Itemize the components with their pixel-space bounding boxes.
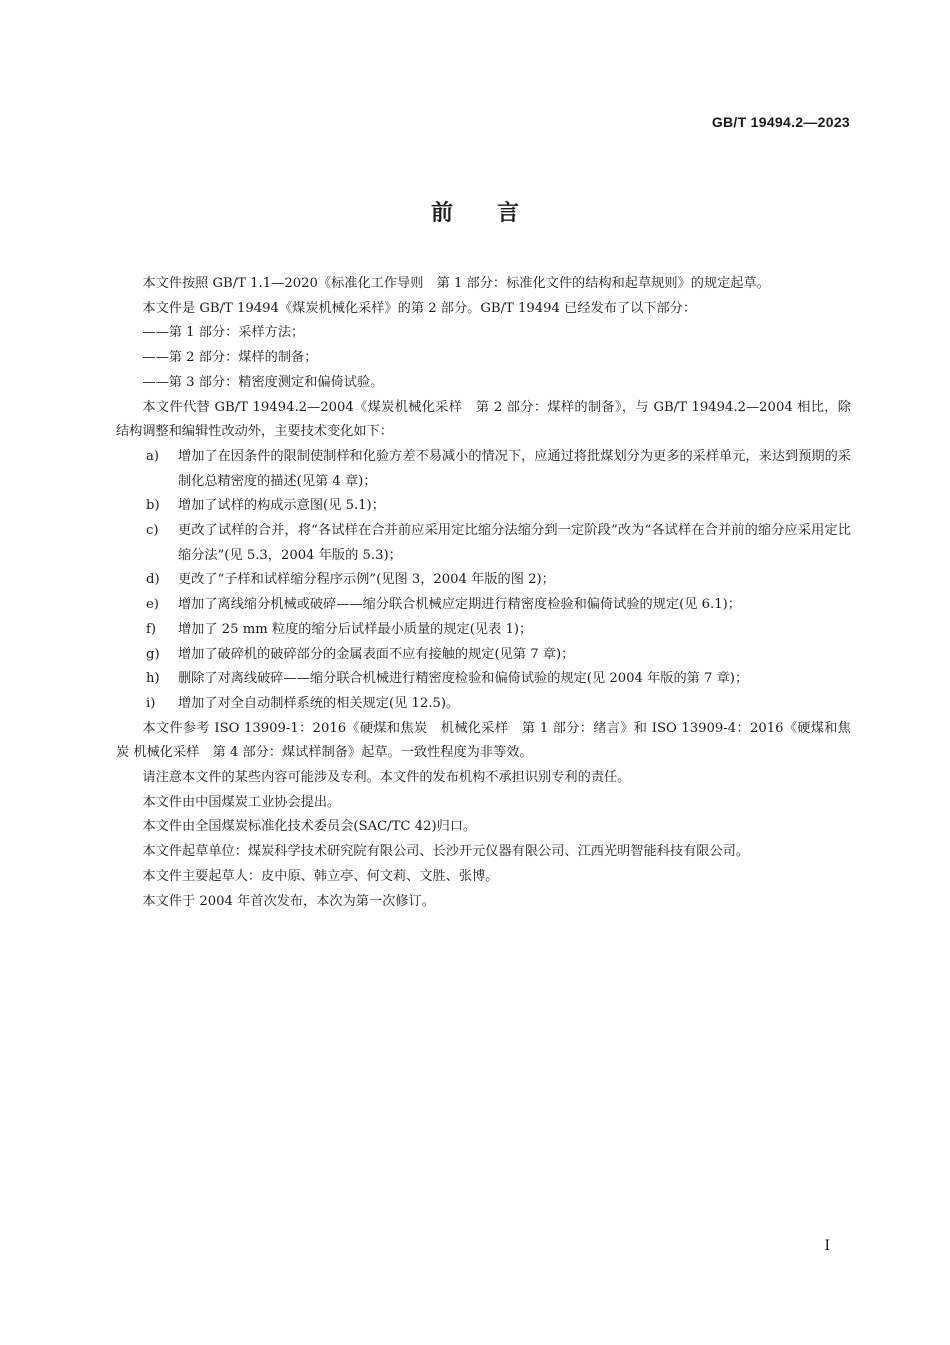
paragraph-drafting-rules: 本文件按照 GB/T 1.1—2020《标准化工作导则 第 1 部分：标准化文件的结构和起草规则》的规定起草。: [142, 276, 770, 291]
list-item-part-1: ——第 1 部分：采样方法；: [142, 325, 305, 341]
change-text: 更改了“子样和试样缩分程序示例”(见图 3，2004 年版的图 2)；: [178, 572, 555, 588]
change-text: 增加了破碎机的破碎部分的金属表面不应有接触的规定(见第 7 章)；: [178, 646, 575, 662]
change-item-h: [116, 667, 851, 692]
change-item-b: [116, 494, 851, 519]
page-number: I: [824, 1238, 830, 1254]
change-label: i): [146, 695, 156, 711]
change-text: 更改了试样的合并，将“各试样在合并前应采用定比缩分法缩分到一定阶段”改为“各试样在合并前的缩分应采用定比缩分法”(见 5.3，2004 年版的 5.3)；: [178, 523, 851, 563]
change-item-f: [116, 618, 851, 643]
change-label: g): [146, 646, 160, 662]
list-item-part-3: ——第 3 部分：精密度测定和偏倚试验。: [142, 374, 384, 390]
paragraph-iso-reference: 本文件参考 ISO 13909-1：2016《硬煤和焦炭 机械化采样 第 1 部分：绪言》和 ISO 13909-4：2016《硬煤和焦炭 机械化采样 第 4 部分：煤试样制备》起草。一致性程度为非等效。: [116, 720, 851, 761]
change-text: 增加了 25 mm 粒度的缩分后试样最小质量的规定(见表 1)；: [178, 621, 533, 637]
paragraph-committee: 本文件由全国煤炭标准化技术委员会(SAC/TC 42)归口。: [142, 819, 477, 835]
paragraph-history: 本文件于 2004 年首次发布，本次为第一次修订。: [142, 893, 435, 909]
change-text: 增加了试样的构成示意图(见 5.1)；: [178, 498, 385, 514]
change-label: d): [146, 572, 160, 588]
change-text: 增加了对全自动制样系统的相关规定(见 12.5)。: [178, 695, 460, 711]
change-text: 增加了在因条件的限制使制样和化验方差不易减小的情况下，应通过将批煤划分为更多的采样单元，来达到预期的采制化总精密度的描述(见第 4 章)；: [178, 448, 851, 489]
standard-number: GB/T 19494.2—2023: [711, 114, 850, 130]
page-title: 前言: [430, 201, 563, 226]
change-item-d: [116, 568, 851, 593]
paragraph-replaces: 本文件代替 GB/T 19494.2—2004《煤炭机械化采样 第 2 部分：煤样的制备》，与 GB/T 19494.2—2004 相比，除结构调整和编辑性改动外，主要技术变化如下：: [116, 399, 851, 440]
change-label: a): [146, 448, 160, 464]
paragraph-drafters: 本文件主要起草人：皮中原、韩立亭、何文莉、文胜、张博。: [142, 868, 499, 884]
paragraph-patent-notice: 请注意本文件的某些内容可能涉及专利。本文件的发布机构不承担识别专利的责任。: [142, 770, 631, 786]
paragraph-proposer: 本文件由中国煤炭工业协会提出。: [142, 794, 341, 810]
paragraph-series-parts: 本文件是 GB/T 19494《煤炭机械化采样》的第 2 部分。GB/T 19494 已经发布了以下部分：: [142, 300, 697, 316]
change-text: 增加了离线缩分机械或破碎——缩分联合机械应定期进行精密度检验和偏倚试验的规定(见 6.1)；: [178, 597, 741, 613]
document-body: [116, 272, 851, 914]
change-item-c: [116, 519, 851, 568]
change-label: c): [146, 523, 159, 539]
change-item-i: [116, 692, 851, 717]
paragraph-drafting-units: 本文件起草单位：煤炭科学技术研究院有限公司、长沙开元仪器有限公司、江西光明智能科技有限公司。: [142, 844, 750, 860]
change-label: e): [146, 597, 159, 613]
change-label: h): [146, 671, 160, 687]
list-item-part-2: ——第 2 部分：煤样的制备；: [142, 350, 318, 366]
change-item-e: [116, 593, 851, 618]
change-label: f): [146, 621, 157, 637]
change-item-g: [116, 643, 851, 668]
change-item-a: [116, 445, 851, 494]
change-text: 删除了对离线破碎——缩分联合机械进行精密度检验和偏倚试验的规定(见 2004 年版的第 7 章)；: [178, 671, 749, 687]
change-label: b): [146, 498, 160, 514]
